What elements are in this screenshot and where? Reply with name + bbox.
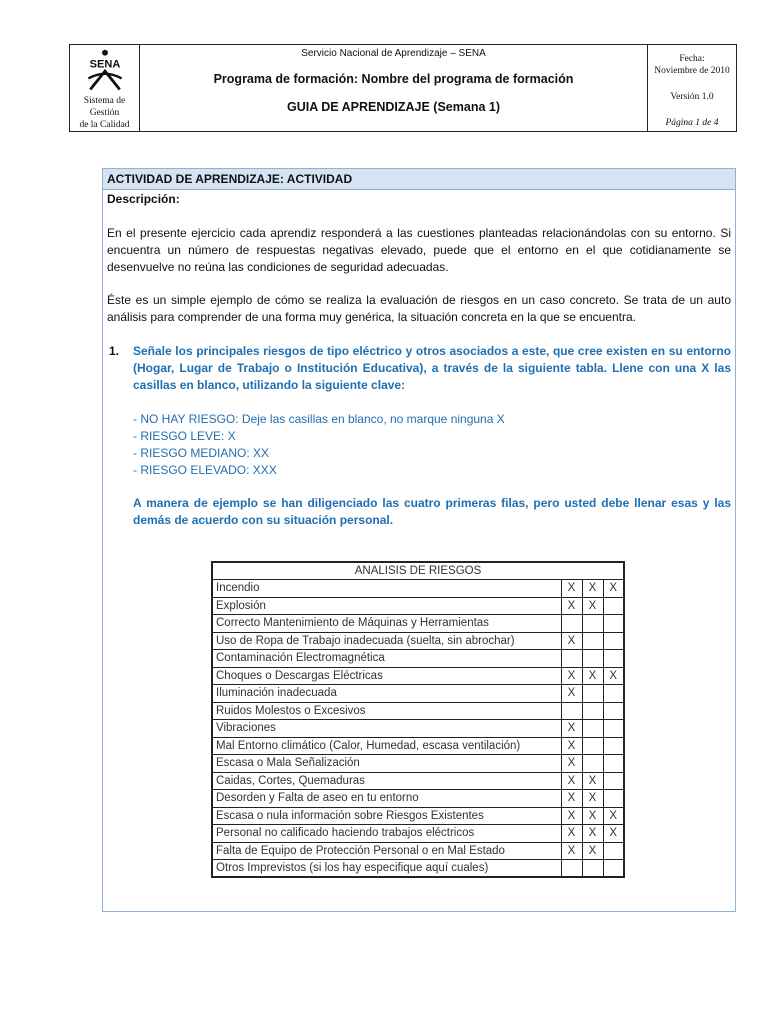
table-row <box>212 650 624 668</box>
risk-mark-cell[interactable]: X <box>603 580 624 598</box>
risk-mark-cell[interactable] <box>603 790 624 808</box>
risk-name-cell: Personal no calificado haciendo trabajos eléctricos <box>212 825 561 843</box>
risk-mark-cell[interactable]: X <box>561 685 582 703</box>
risk-mark-cell[interactable] <box>603 615 624 633</box>
table-row <box>212 615 624 633</box>
risk-mark-cell[interactable]: X <box>582 790 603 808</box>
risk-name-cell: Otros Imprevistos (si los hay especifique aquí cuales) <box>212 860 561 878</box>
table-row <box>212 755 624 773</box>
risk-mark-cell[interactable]: X <box>603 807 624 825</box>
risk-analysis-table <box>211 561 625 878</box>
header-meta <box>648 45 736 131</box>
table-row <box>212 807 624 825</box>
risk-mark-cell[interactable] <box>603 650 624 668</box>
table-row <box>212 842 624 860</box>
date-label: Fecha: <box>679 54 705 64</box>
risk-mark-cell[interactable] <box>561 702 582 720</box>
risk-mark-cell[interactable]: X <box>561 597 582 615</box>
key-no-risk: - NO HAY RIESGO: Deje las casillas en blanco, no marque ninguna X <box>133 412 505 426</box>
key-medium-risk: - RIESGO MEDIANO: XX <box>133 446 270 460</box>
risk-mark-cell[interactable] <box>561 650 582 668</box>
risk-name-cell: Contaminación Electromagnética <box>212 650 561 668</box>
risk-mark-cell[interactable]: X <box>561 720 582 738</box>
activity-box <box>102 168 736 912</box>
risk-mark-cell[interactable]: X <box>561 737 582 755</box>
risk-mark-cell[interactable]: X <box>582 807 603 825</box>
risk-mark-cell[interactable] <box>603 720 624 738</box>
risk-name-cell: Mal Entorno climático (Calor, Humedad, escasa ventilación) <box>212 737 561 755</box>
risk-mark-cell[interactable] <box>582 860 603 878</box>
risk-name-cell: Incendio <box>212 580 561 598</box>
document-header <box>69 44 737 132</box>
logo-caption-line2: de la Calidad <box>79 120 130 130</box>
risk-mark-cell[interactable] <box>582 702 603 720</box>
logo-text: SENA <box>89 58 120 71</box>
risk-table-title: ANALISIS DE RIESGOS <box>212 562 624 580</box>
example-note: A manera de ejemplo se han diligenciado las cuatro primeras filas, pero usted debe llenar esas y las demás de acuerdo con su situación personal. <box>133 496 731 527</box>
risk-mark-cell[interactable] <box>561 860 582 878</box>
risk-mark-cell[interactable] <box>582 755 603 773</box>
risk-name-cell: Vibraciones <box>212 720 561 738</box>
header-titles <box>140 45 648 131</box>
risk-key-list <box>107 411 731 479</box>
risk-mark-cell[interactable]: X <box>561 632 582 650</box>
risk-mark-cell[interactable] <box>603 702 624 720</box>
risk-mark-cell[interactable]: X <box>561 755 582 773</box>
key-high-risk: - RIESGO ELEVADO: XXX <box>133 463 277 477</box>
risk-name-cell: Correcto Mantenimiento de Máquinas y Herramientas <box>212 615 561 633</box>
risk-mark-cell[interactable]: X <box>582 580 603 598</box>
risk-mark-cell[interactable] <box>582 615 603 633</box>
risk-mark-cell[interactable] <box>582 720 603 738</box>
risk-mark-cell[interactable]: X <box>582 842 603 860</box>
risk-name-cell: Ruidos Molestos o Excesivos <box>212 702 561 720</box>
risk-name-cell: Falta de Equipo de Protección Personal o en Mal Estado <box>212 842 561 860</box>
guide-title: GUIA DE APRENDIZAJE (Semana 1) <box>286 100 500 114</box>
risk-name-cell: Choques o Descargas Eléctricas <box>212 667 561 685</box>
activity-title: ACTIVIDAD DE APRENDIZAJE: ACTIVIDAD <box>103 169 735 190</box>
risk-mark-cell[interactable]: X <box>603 825 624 843</box>
risk-name-cell: Desorden y Falta de aseo en tu entorno <box>212 790 561 808</box>
risk-name-cell: Explosión <box>212 597 561 615</box>
risk-name-cell: Escasa o nula información sobre Riesgos Existentes <box>212 807 561 825</box>
risk-mark-cell[interactable]: X <box>582 667 603 685</box>
table-row <box>212 860 624 878</box>
program-title: Programa de formación: Nombre del programa de formación <box>213 72 574 86</box>
table-row <box>212 667 624 685</box>
risk-mark-cell[interactable] <box>603 860 624 878</box>
instruction-number: 1. <box>109 344 120 358</box>
version-label: Versión 1.0 <box>670 92 714 102</box>
table-row <box>212 720 624 738</box>
table-row <box>212 702 624 720</box>
description-paragraph-2: Éste es un simple ejemplo de cómo se realiza la evaluación de riesgos en un caso concreto. Se trata de un auto análisis para comprender de una forma muy genérica, la situación concreta en la que se encuentra. <box>107 293 731 324</box>
institution-name: Servicio Nacional de Aprendizaje – SENA <box>301 48 486 59</box>
logo-cell <box>70 45 140 131</box>
risk-mark-cell[interactable]: X <box>561 825 582 843</box>
risk-mark-cell[interactable]: X <box>561 667 582 685</box>
risk-mark-cell[interactable] <box>603 597 624 615</box>
risk-mark-cell[interactable] <box>582 632 603 650</box>
risk-name-cell: Uso de Ropa de Trabajo inadecuada (suelta, sin abrochar) <box>212 632 561 650</box>
table-row <box>212 632 624 650</box>
date-value: Noviembre de 2010 <box>654 66 730 76</box>
table-row <box>212 685 624 703</box>
table-row <box>212 825 624 843</box>
risk-mark-cell[interactable] <box>603 737 624 755</box>
table-row <box>212 737 624 755</box>
risk-mark-cell[interactable] <box>582 650 603 668</box>
risk-mark-cell[interactable]: X <box>582 825 603 843</box>
description-label: Descripción: <box>107 192 180 206</box>
page-number: Página 1 de 4 <box>665 118 719 128</box>
risk-mark-cell[interactable]: X <box>561 807 582 825</box>
risk-mark-cell[interactable]: X <box>561 580 582 598</box>
instruction-item-1 <box>107 343 731 394</box>
logo-caption <box>70 95 139 131</box>
risk-name-cell: Escasa o Mala Señalización <box>212 755 561 773</box>
risk-mark-cell[interactable]: X <box>603 667 624 685</box>
risk-mark-cell[interactable]: X <box>561 772 582 790</box>
risk-mark-cell[interactable] <box>582 737 603 755</box>
table-row <box>212 772 624 790</box>
risk-table-body <box>212 580 624 878</box>
logo-caption-line1: Sistema de Gestión <box>83 96 126 118</box>
table-row <box>212 597 624 615</box>
activity-content <box>103 191 735 529</box>
table-row <box>212 790 624 808</box>
risk-name-cell: Iluminación inadecuada <box>212 685 561 703</box>
sena-logo-icon <box>83 49 127 95</box>
risk-mark-cell[interactable] <box>603 772 624 790</box>
risk-mark-cell[interactable] <box>603 842 624 860</box>
risk-mark-cell[interactable]: X <box>582 597 603 615</box>
risk-mark-cell[interactable] <box>582 685 603 703</box>
risk-mark-cell[interactable]: X <box>582 772 603 790</box>
risk-mark-cell[interactable] <box>561 615 582 633</box>
risk-mark-cell[interactable]: X <box>561 790 582 808</box>
instruction-text: Señale los principales riesgos de tipo eléctrico y otros asociados a este, que cree existen en su entorno (Hogar, Lugar de Trabajo o Institución Educativa), a través de la siguiente tabla. Llene con una X las casillas en blanco, utilizando la siguiente clave: <box>133 344 731 392</box>
risk-mark-cell[interactable] <box>603 632 624 650</box>
risk-mark-cell[interactable]: X <box>561 842 582 860</box>
risk-mark-cell[interactable] <box>603 755 624 773</box>
key-low-risk: - RIESGO LEVE: X <box>133 429 236 443</box>
description-paragraph-1: En el presente ejercicio cada aprendiz responderá a las cuestiones planteadas relacionándolas con su entorno. Si encuentra un número de respuestas negativas elevado, puede que el entorno en el que cotidianamente se desenvuelve no reúna las condiciones de seguridad adecuadas. <box>107 226 731 274</box>
risk-mark-cell[interactable] <box>603 685 624 703</box>
risk-table-header-row <box>212 562 624 580</box>
table-row <box>212 580 624 598</box>
risk-name-cell: Caidas, Cortes, Quemaduras <box>212 772 561 790</box>
